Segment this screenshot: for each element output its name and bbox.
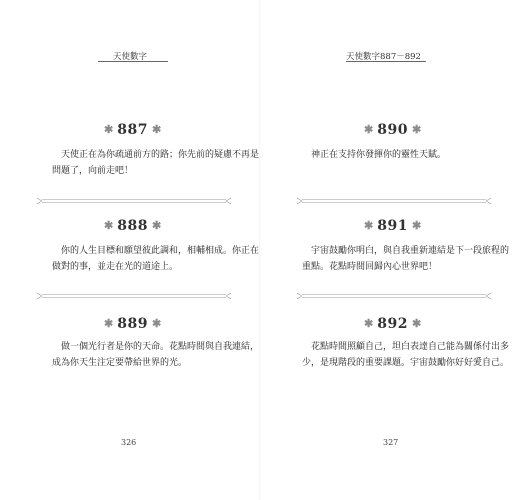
- star-ornament-icon: ✱: [364, 317, 374, 330]
- star-ornament-icon: ✱: [104, 123, 114, 136]
- entry-number: 887: [117, 122, 148, 138]
- body-line: 做一個光行者是你的天命。花點時間與自我連結，: [61, 342, 260, 352]
- star-ornament-icon: ✱: [364, 123, 374, 136]
- entry-body: [302, 243, 510, 275]
- star-ornament-icon: ✱: [151, 219, 162, 232]
- page-number: 326: [121, 438, 137, 447]
- page-number: 327: [383, 438, 399, 447]
- body-line: 你的人生目標和願望彼此調和，相輔相成。你正在: [61, 246, 260, 256]
- entry-heading: [104, 316, 161, 332]
- star-ornament-icon: ✱: [104, 317, 114, 330]
- header-rule: [346, 61, 426, 62]
- entry-heading: [364, 218, 421, 234]
- body-line: 問題了，向前走吧！: [52, 166, 134, 176]
- header-rule: [98, 61, 168, 62]
- entry-body: [302, 339, 510, 371]
- star-ornament-icon: ✱: [411, 219, 422, 232]
- entry-body: [302, 147, 502, 163]
- star-ornament-icon: ✱: [151, 317, 162, 330]
- body-line: 少，是現階段的重要課題。宇宙鼓勵你好好愛自己。: [302, 358, 510, 368]
- ornamental-divider: [36, 291, 232, 301]
- running-head: 天使數字: [113, 52, 148, 62]
- body-line: 宇宙鼓勵你明白，與自我重新連結是下一段旅程的: [311, 246, 510, 256]
- body-line: 花點時間照顧自己，坦白表達自己能為關係付出多: [311, 342, 510, 352]
- entry-number: 892: [377, 316, 408, 332]
- running-head: 天使數字887－892: [346, 52, 421, 62]
- entry-number: 890: [377, 122, 408, 138]
- entry-body: [52, 147, 260, 179]
- entry-body: [52, 339, 260, 371]
- star-ornament-icon: ✱: [364, 219, 374, 232]
- body-line: 做對的事，並走在光的道途上。: [52, 262, 179, 272]
- body-line: 天使正在為你疏通前方的路；你先前的疑慮不再是: [61, 150, 260, 160]
- entry-heading: [104, 218, 161, 234]
- entry-number: 888: [117, 218, 148, 234]
- body-line: 成為你天生注定要帶給世界的光。: [52, 358, 188, 368]
- entry-number: 889: [117, 316, 148, 332]
- entry-heading: [104, 122, 161, 138]
- entry-heading: [364, 122, 421, 138]
- body-line: 重點。花點時間回歸內心世界吧！: [302, 262, 438, 272]
- right-page: [260, 0, 520, 500]
- entry-body: [52, 243, 260, 275]
- star-ornament-icon: ✱: [151, 123, 162, 136]
- body-line: 神正在支持你發揮你的靈性天賦。: [311, 150, 447, 160]
- star-ornament-icon: ✱: [411, 317, 422, 330]
- star-ornament-icon: ✱: [411, 123, 422, 136]
- ornamental-divider: [296, 291, 492, 301]
- star-ornament-icon: ✱: [104, 219, 114, 232]
- entry-heading: [364, 316, 421, 332]
- entry-number: 891: [377, 218, 408, 234]
- ornamental-divider: [36, 196, 232, 206]
- ornamental-divider: [296, 196, 492, 206]
